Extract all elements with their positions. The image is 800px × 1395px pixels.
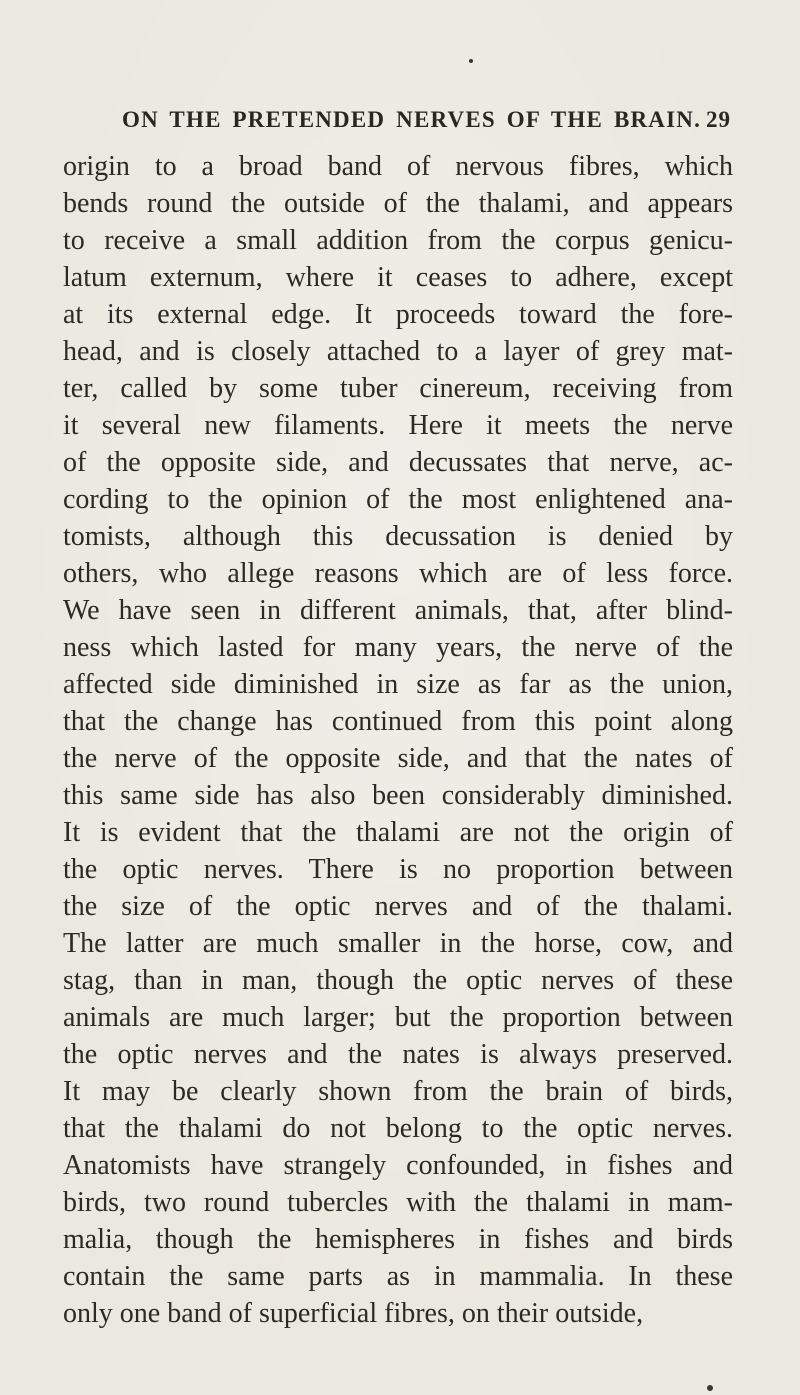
text-line: origin to a broad band of nervous fibres, which [63,151,733,182]
running-head-title: ON THE PRETENDED NERVES OF THE BRAIN. [122,107,702,132]
text-line: It may be clearly shown from the brain of birds, [63,1076,733,1107]
text-line: the size of the optic nerves and of the thalami. [63,891,733,922]
text-line: head, and is closely attached to a layer of grey mat- [63,336,733,367]
text-line: at its external edge. It proceeds toward the fore- [63,299,733,330]
text-line: affected side diminished in size as far as the union, [63,669,733,700]
text-line: tomists, although this decussation is denied by [63,521,733,552]
text-line: to receive a small addition from the corpus genicu- [63,225,733,256]
running-head [0,107,800,147]
text-line: others, who allege reasons which are of less force. [63,558,733,589]
text-line: It is evident that the thalami are not the origin of [63,817,733,848]
paper-speck [469,59,473,63]
text-line: Anatomists have strangely confounded, in fishes and [63,1150,733,1181]
text-line: cording to the opinion of the most enlightened ana- [63,484,733,515]
text-line: contain the same parts as in mammalia. In these [63,1261,733,1292]
text-line: the nerve of the opposite side, and that the nates of [63,743,733,774]
text-line: the optic nerves. There is no proportion between [63,854,733,885]
text-line: The latter are much smaller in the horse, cow, and [63,928,733,959]
text-line: it several new filaments. Here it meets the nerve [63,410,733,441]
text-line: the optic nerves and the nates is always preserved. [63,1039,733,1070]
text-line: that the change has continued from this point along [63,706,733,737]
text-line: of the opposite side, and decussates that nerve, ac- [63,447,733,478]
text-line: bends round the outside of the thalami, and appears [63,188,733,219]
text-line: ter, called by some tuber cinereum, receiving from [63,373,733,404]
text-line: only one band of superficial fibres, on their outside, [63,1298,644,1329]
text-line: this same side has also been considerably diminished. [63,780,733,811]
text-line: latum externum, where it ceases to adhere, except [63,262,733,293]
text-line: that the thalami do not belong to the optic nerves. [63,1113,733,1144]
text-line: We have seen in different animals, that, after blind- [63,595,733,626]
text-line: ness which lasted for many years, the nerve of the [63,632,733,663]
paper-speck [707,1385,713,1391]
text-line: malia, though the hemispheres in fishes and birds [63,1224,733,1255]
page-number: 29 [706,107,731,132]
text-line: birds, two round tubercles with the thalami in mam- [63,1187,733,1218]
text-line: stag, than in man, though the optic nerves of these [63,965,733,996]
text-line: animals are much larger; but the proportion between [63,1002,733,1033]
